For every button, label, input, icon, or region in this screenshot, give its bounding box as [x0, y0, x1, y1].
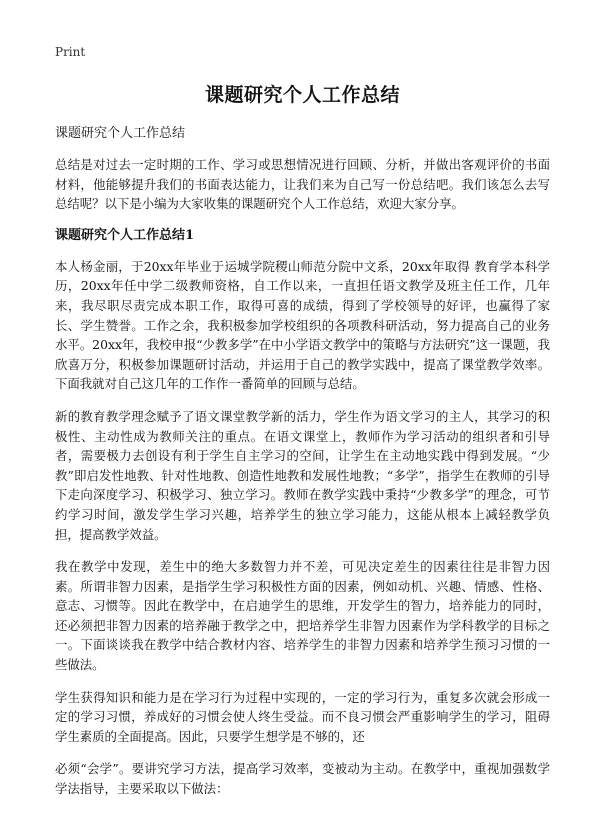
body-paragraph: 我在教学中发现，差生中的绝大多数智力并不差，可见决定差生的因素往往是非智力因素。所谓非智力因素，是指学生学习积极性方面的因素，例如动机、兴趣、情感、性格、意志、习惯等。因此在教学中，在启迪学生的思维，开发学生的智力，培养能力的同时，还必须把非智力因素的培养融于教学之中，把培养学生非智力因素作为学科教学的目标之一。下面谈谈我在教学中结合教材内容、培养学生的非智力因素和培养学生预习习惯的一些做法。 — [55, 559, 550, 673]
document-subtitle: 课题研究个人工作总结 — [55, 126, 186, 141]
page-title: 课题研究个人工作总结 — [204, 84, 400, 106]
body-paragraph: 本人杨金丽，于20xx年毕业于运城学院稷山师范分院中文系，20xx年取得 教育学本科学历，20xx年任中学二级教师资格，自工作以来，一直担任语文教学及班主任工作，几年来，我尽职尽责完成本职工作，取得可喜的成绩，得到了学校领导的好评，也赢得了家长、学生赞誉。工作之余，我积极参加学校组织的各项教科研活动，努力提高自己的业务水平。20xx年，我校申报“少教多学”在中小学语文教学中的策略与方法研究”这一课题，我欣喜万分，积极参加课题研讨活动，并运用于自己的教学实践中，提高了课堂教学效率。下面我就对自己这几年的工作作一番简单的回顾与总结。 — [55, 258, 550, 392]
print-label: Print — [55, 45, 86, 59]
body-paragraph: 新的教育教学理念赋予了语文课堂教学新的活力，学生作为语文学习的主人，其学习的积极性、主动性成为教师关注的重点。在语文课堂上，教师作为学习活动的组织者和引导者，需要极力去创设有利于学生自主学习的空间，让学生在主动地实践中得到发展。“少教”即启发性地教、针对性地教、创造性地教和发展性地教；“多学”，指学生在教师的引导下走向深度学习、积极学习、独立学习。教师在教学实践中秉持“少教多学”的理念，可节约学习时间，激发学生学习兴趣，培养学生的独立学习能力，这能从根本上减轻教学负担，提高教学效益。 — [55, 408, 550, 542]
section-heading: 课题研究个人工作总结1 — [55, 227, 195, 243]
body-paragraph: 必须“会学”。要讲究学习方法，提高学习效率，变被动为主动。在教学中，重视加强数学学法指导，主要采取以下做法： — [55, 761, 550, 797]
intro-paragraph: 总结是对过去一定时期的工作、学习或思想情况进行回顾、分析，并做出客观评价的书面材料，他能够提升我们的书面表达能力，让我们来为自己写一份总结吧。我们该怎么去写总结呢？以下是小编为大家收集的课题研究个人工作总结，欢迎大家分享。 — [55, 157, 550, 212]
body-paragraph: 学生获得知识和能力是在学习行为过程中实现的，一定的学习行为，重复多次就会形成一定的学习习惯，养成好的习惯会使人终生受益。而不良习惯会严重影响学生的学习，阻碍学生素质的全面提高。因此，只要学生想学是不够的，还 — [55, 689, 550, 744]
